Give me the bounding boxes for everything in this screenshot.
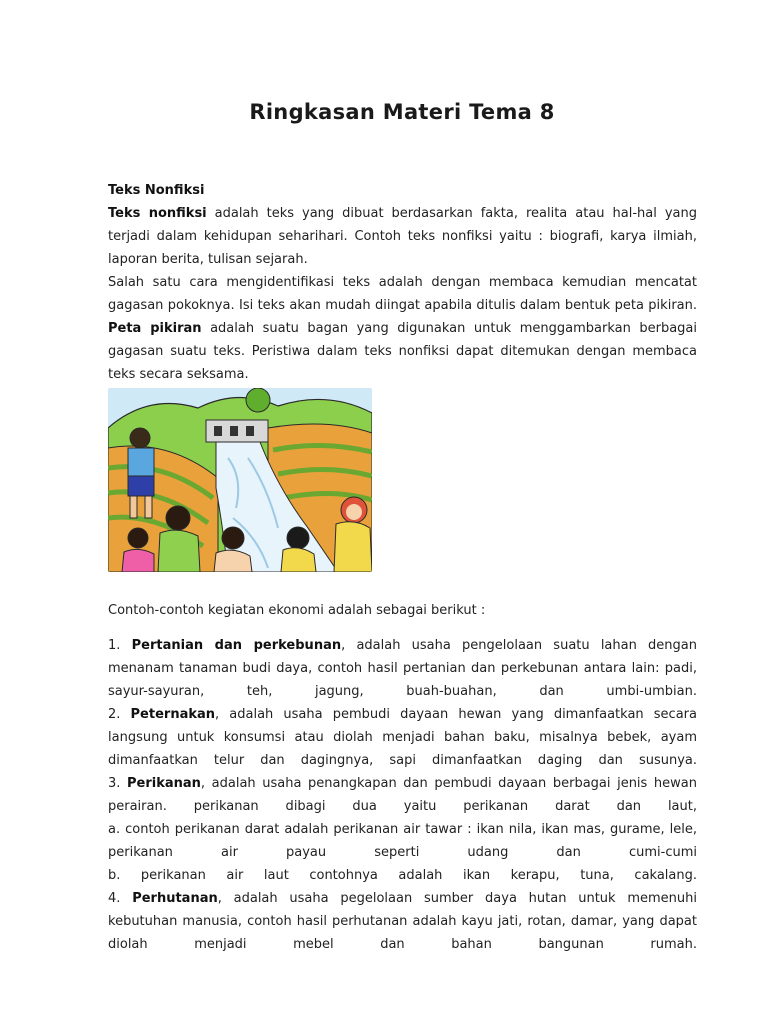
mind-map-text-b: adalah suatu bagan yang digunakan untuk menggambarkan berbagai gagasan suatu teks. Peristiwa dalam teks nonfiksi dapat ditemukan dengan membaca teks secara seksama. xyxy=(108,321,697,382)
item3-term: Perikanan xyxy=(127,776,201,791)
term-peta-pikiran: Peta pikiran xyxy=(108,321,202,336)
item1-text: , adalah usaha pengelolaan suatu lahan dengan menanam tanaman budi daya, contoh hasil pertanian dan perkebunan antara lain: padi, sayur-sayuran, teh, jagung, buah-buahan, dan umbi-umbian. xyxy=(108,638,697,699)
item2-term: Peternakan xyxy=(130,707,216,722)
nonfiction-section xyxy=(108,179,697,386)
item4-term: Perhutanan xyxy=(132,891,218,906)
list-item-perhutanan xyxy=(108,887,697,956)
children-river-illustration xyxy=(108,388,372,572)
list-item-perikanan xyxy=(108,772,697,818)
list-subitem-perikanan-darat: a. contoh perikanan darat adalah perikanan air tawar : ikan nila, ikan mas, gurame, lele, perikanan air payau seperti udang dan cumi-cumi xyxy=(108,822,697,860)
list-item-peternakan xyxy=(108,703,697,772)
examples-intro: Contoh-contoh kegiatan ekonomi adalah sebagai berikut : xyxy=(108,603,486,618)
economy-list xyxy=(108,634,697,956)
item4-text: , adalah usaha pegelolaan sumber daya hutan untuk memenuhi kebutuhan manusia, contoh hasil perhutanan adalah kayu jati, rotan, damar, yang dapat diolah menjadi mebel dan bahan bangunan rumah. xyxy=(108,891,697,952)
item1-term: Pertanian dan perkebunan xyxy=(131,638,342,653)
list-item-pertanian xyxy=(108,634,697,703)
page-title: Ringkasan Materi Tema 8 xyxy=(249,100,555,124)
item2-text: , adalah usaha pembudi dayaan hewan yang dimanfaatkan secara langsung untuk konsumsi atau diolah menjadi bahan baku, misalnya bebek, ayam dimanfaatkan telur dan dagingnya, sapi dimanfaatkan daging dan susunya. xyxy=(108,707,697,768)
item1-number: 1. xyxy=(108,638,132,653)
item4-number: 4. xyxy=(108,891,133,906)
item3-number: 3. xyxy=(108,776,127,791)
definition-text: adalah teks yang dibuat berdasarkan fakta, realita atau hal-hal yang terjadi dalam kehidupan seharihari. Contoh teks nonfiksi yaitu : biografi, karya ilmiah, laporan berita, tulisan sejarah. xyxy=(108,206,697,267)
mind-map-text-a: Salah satu cara mengidentifikasi teks adalah dengan membaca kemudian mencatat gagasan pokoknya. Isi teks akan mudah diingat apabila ditulis dalam bentuk peta pikiran. xyxy=(108,275,697,313)
list-subitem-perikanan-laut: b. perikanan air laut contohnya adalah ikan kerapu, tuna, cakalang. xyxy=(108,868,697,883)
term-teks-nonfiksi: Teks nonfiksi xyxy=(108,206,207,221)
item2-number: 2. xyxy=(108,707,131,722)
paragraph-definition xyxy=(108,202,697,271)
illustration-svg xyxy=(108,388,372,572)
section-heading: Teks Nonfiksi xyxy=(108,183,205,198)
paragraph-mind-map xyxy=(108,271,697,386)
item3-text: , adalah usaha penangkapan dan pembudi dayaan berbagai jenis hewan perairan. perikanan dibagi dua yaitu perikanan darat dan laut, xyxy=(108,776,697,814)
